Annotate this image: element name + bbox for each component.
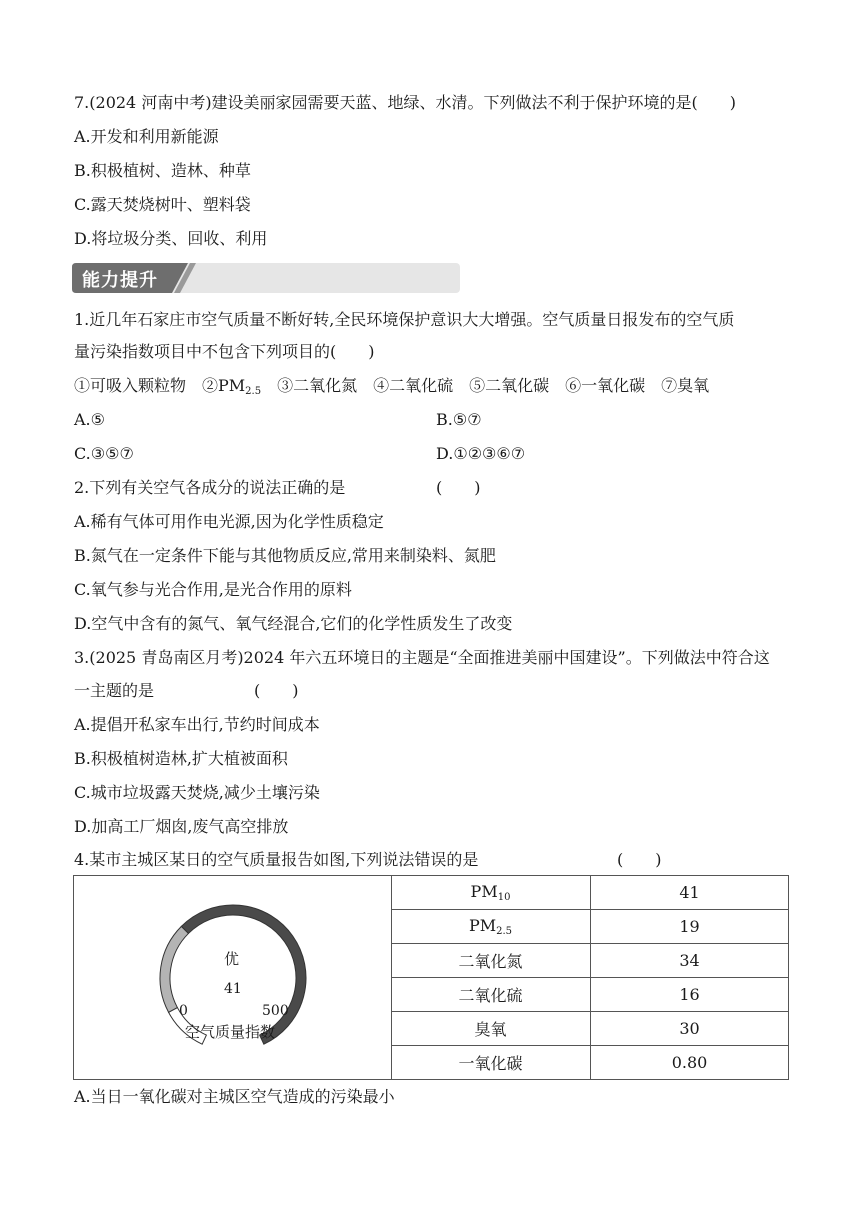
pollutant-value: 19	[591, 910, 789, 944]
p3-option-b: B.积极植树造林,扩大植被面积	[74, 749, 288, 768]
aqi-gauge	[74, 876, 391, 1079]
table-row	[391, 1046, 788, 1080]
p3-option-d: D.加高工厂烟囱,废气高空排放	[74, 817, 289, 836]
gauge-min-label: 0	[179, 1003, 188, 1019]
gauge-grade: 优	[224, 950, 240, 968]
p2-option-a: A.稀有气体可用作电光源,因为化学性质稳定	[74, 512, 384, 531]
p3-stem-line2: 一主题的是	[74, 681, 155, 700]
p3-option-c: C.城市垃圾露天焚烧,减少土壤污染	[74, 783, 320, 802]
p1-option-b: B.⑤⑦	[436, 410, 482, 429]
aqi-gauge-panel	[74, 876, 392, 1079]
p4-answer-paren: ( )	[617, 850, 662, 869]
p1-items-part-b: ③二氧化氮 ④二氧化硫 ⑤二氧化碳 ⑥一氧化碳 ⑦臭氧	[261, 376, 710, 395]
p2-stem: 2.下列有关空气各成分的说法正确的是	[74, 478, 346, 497]
p2-answer-paren: ( )	[436, 478, 481, 497]
q7-option-b: B.积极植树、造林、种草	[74, 161, 251, 180]
q7-option-c: C.露天焚烧树叶、塑料袋	[74, 195, 251, 214]
pollutant-table	[391, 876, 788, 1079]
pollutant-value: 30	[591, 1012, 789, 1046]
q7-stem: 7.(2024 河南中考)建设美丽家园需要天蓝、地绿、水清。下列做法不利于保护环境的是( )	[74, 93, 737, 112]
pollutant-name: $PM_{2.5}$	[391, 910, 591, 944]
p2-option-b: B.氮气在一定条件下能与其他物质反应,常用来制染料、氮肥	[74, 546, 496, 565]
gauge-value: 41	[224, 981, 242, 997]
p4-option-a: A.当日一氧化碳对主城区空气造成的污染最小	[74, 1087, 395, 1106]
p1-items-subscript: 2.5	[245, 386, 262, 397]
p4-stem: 4.某市主城区某日的空气质量报告如图,下列说法错误的是	[74, 850, 479, 869]
pollutant-name: 臭氧	[391, 1012, 591, 1046]
table-row	[391, 978, 788, 1012]
p1-items	[74, 375, 709, 403]
p1-items-part-a: ①可吸入颗粒物 ②PM	[74, 376, 246, 395]
p2-option-c: C.氧气参与光合作用,是光合作用的原料	[74, 580, 352, 599]
p1-option-a: A.⑤	[74, 410, 105, 429]
q7-option-a: A.开发和利用新能源	[74, 127, 219, 146]
p1-stem-line1: 1.近几年石家庄市空气质量不断好转,全民环境保护意识大大增强。空气质量日报发布的空气质	[74, 310, 735, 329]
table-row	[391, 876, 788, 910]
gauge-max-label: 500	[262, 1003, 289, 1019]
p1-option-c: C.③⑤⑦	[74, 444, 134, 463]
p1-option-d: D.①②③⑥⑦	[436, 444, 526, 463]
p3-option-a: A.提倡开私家车出行,节约时间成本	[74, 715, 320, 734]
pollutant-name: 一氧化碳	[391, 1046, 591, 1080]
p2-option-d: D.空气中含有的氮气、氧气经混合,它们的化学性质发生了改变	[74, 614, 513, 633]
pollutant-name: $PM_{10}$	[391, 876, 591, 910]
p1-stem-line2: 量污染指数项目中不包含下列项目的( )	[74, 342, 375, 361]
air-quality-figure	[73, 875, 789, 1080]
pollutant-value: 0.80	[671, 1053, 708, 1072]
p3-answer-paren: ( )	[254, 681, 299, 700]
pollutant-value: 16	[591, 978, 789, 1012]
pollutant-name: 二氧化硫	[391, 978, 591, 1012]
pollutant-value: 34	[591, 944, 789, 978]
table-row	[391, 910, 788, 944]
p3-stem-line1: 3.(2025 青岛南区月考)2024 年六五环境日的主题是“全面推进美丽中国建设”。下列做法中符合这	[74, 648, 770, 667]
table-row	[391, 1012, 788, 1046]
section-banner	[72, 263, 460, 293]
section-title: 能力提升	[82, 270, 158, 291]
gauge-caption: 空气质量指数	[185, 1023, 276, 1041]
pollutant-value: 41	[591, 876, 789, 910]
q7-option-d: D.将垃圾分类、回收、利用	[74, 229, 268, 248]
table-row	[391, 944, 788, 978]
pollutant-name: 二氧化氮	[391, 944, 591, 978]
gauge-segment-mid	[160, 926, 188, 1012]
